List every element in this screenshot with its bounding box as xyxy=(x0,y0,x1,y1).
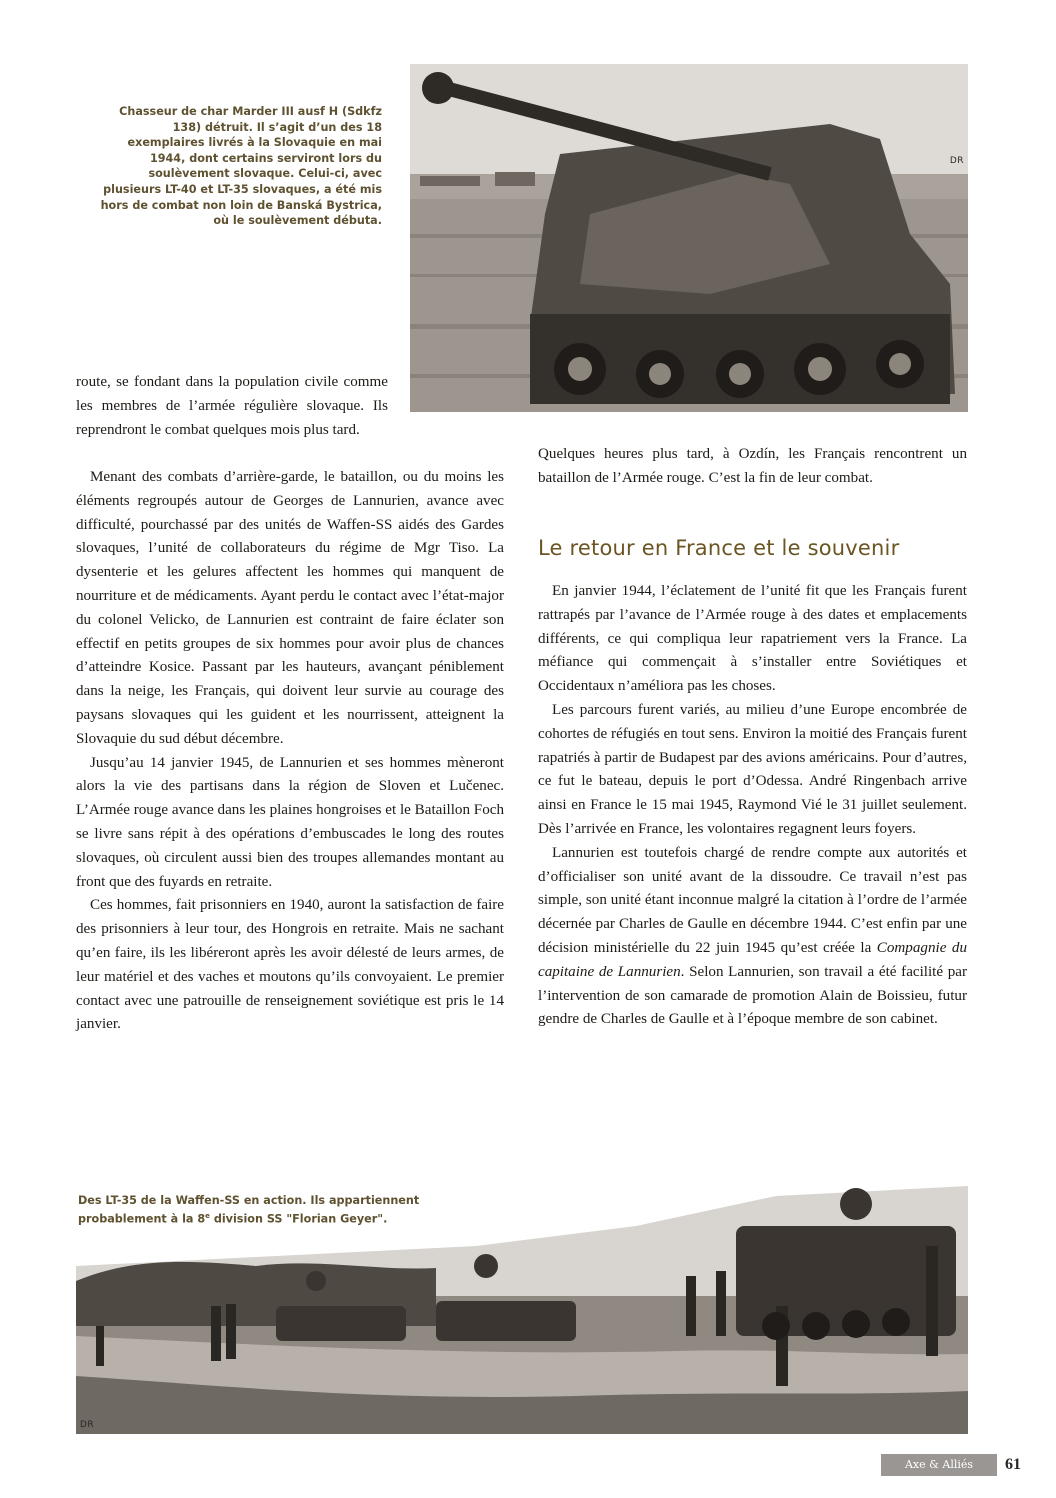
photo-marder-drawing xyxy=(410,64,968,412)
paragraph: Ces hommes, fait prisonniers en 1940, auront la satisfaction de faire des prisonniers à leur tour, des Hongrois en retraite. Mais ne sachant qu’en faire, ils les libéreront après les avoir délesté de leurs armes, de leur matériel et des vaches et moutons qu’ils convoyaient. Le premier contact avec une patrouille de renseignement soviétique est pris le 14 janvier. xyxy=(76,897,504,1033)
paragraph: En janvier 1944, l’éclatement de l’unité fit que les Français furent rattrapés par l’avance de l’Armée rouge à des dates et emplacements différents, ce qui compliqua leur rapatriement vers la France. La méfiance qui commençait à s’installer entre Soviétiques et Occidentaux n’améliora pas les choses. xyxy=(538,583,967,695)
caption-line: division SS "Florian Geyer". xyxy=(209,1212,388,1226)
text-column-left xyxy=(76,466,504,1037)
paragraph xyxy=(538,842,967,1032)
photo-lt35-drawing xyxy=(76,1186,968,1434)
paragraph: Les parcours furent variés, au milieu d’une Europe encombrée de cohortes de réfugiés en tout sens. Environ la moitié des Français furent rapatriés à partir de Budapest par des avions américains. Pour d’autres, ce fut le bateau, depuis le port d’Odessa. André Ringenbach arrive ainsi en France le 15 mai 1945, Raymond Vié le 31 juillet seulement. Dès l’arrivée en France, les volontaires regagnent leurs foyers. xyxy=(538,701,967,837)
text-column-right xyxy=(538,580,967,1032)
magazine-name: Axe & Alliés xyxy=(881,1454,997,1476)
paragraph-text: . Selon Lannurien, son travail a été facilité par l’intervention de son camarade de promotion Alain de Boissieu, futur gendre de Charles de Gaulle et à l’époque membre de son cabinet. xyxy=(538,963,968,1028)
photo-credit: DR xyxy=(80,1420,95,1430)
unit-name-italic: Compagnie du capitaine de Lannurien xyxy=(538,939,967,980)
paragraph-text: Lannurien est toutefois chargé de rendre compte aux autorités et d’officialiser son unité avant de la dissoudre. Ce travail n’est pas simple, son unité étant inconnue malgré la citation à l’ordre de l’armée décernée par Charles de Gaulle en décembre 1944. C’est enfin par une décision ministérielle du 22 juin 1945 qu’est créée la xyxy=(538,844,967,956)
caption-line: probablement à la 8 xyxy=(78,1212,206,1226)
photo-caption: Chasseur de char Marder III ausf H (Sdkfz 138) détruit. Il s’agit d’un des 18 exemplaires livrés à la Slovaquie en mai 1944, dont certains serviront lors du soulèvement slovaque. Celui-ci, avec plusieurs LT-40 et LT-35 slovaques, a été mis hors de combat non loin de Banská Bystrica, où le soulèvement débuta. xyxy=(100,105,382,228)
photo-credit: DR xyxy=(949,156,964,166)
paragraph: route, se fondant dans la population civile comme les membres de l’armée régulière slovaque. Ils reprendront le combat quelques mois plus tard. xyxy=(76,374,388,438)
paragraph: Menant des combats d’arrière-garde, le bataillon, ou du moins les éléments regroupés autour de Georges de Lannurien, avance avec difficulté, pourchassé par des unités de Waffen-SS aidés des Gardes slovaques, l’unité de collaborateurs du régime de Mgr Tiso. La dysenterie et les gelures affectent les hommes qui manquent de nourriture et de médicaments. Ayant perdu le contact avec l’état-major du colonel Velicko, de Lannurien est contraint de faire éclater son effectif en petits groupes de six hommes pour avoir plus de chances d’atteindre Kosice. Passant par les hauteurs, avançant péniblement dans la neige, les Français, qui doivent leur survie au courage des paysans slovaques qui les guident et les nourrissent, atteignent la Slovaquie du sud début décembre. xyxy=(76,469,504,747)
text-column-left-top xyxy=(76,371,388,442)
text-column-right-top xyxy=(538,443,967,491)
caption-superscript: e xyxy=(205,1211,210,1220)
photo-marder-iii xyxy=(410,64,968,412)
caption-line: Des LT-35 de la Waffen-SS en action. Ils appartiennent xyxy=(78,1194,420,1207)
page-number: 61 xyxy=(1005,1456,1021,1473)
photo-lt35-tanks xyxy=(76,1186,968,1434)
paragraph: Jusqu’au 14 janvier 1945, de Lannurien et ses hommes mèneront alors la vie des partisans dans la région de Sloven et Lučenec. L’Armée rouge avance dans les plaines hongroises et le Bataillon Foch se livre sans répit à des opérations d’embuscades le long des routes slovaques, où circulent aussi bien des troupes allemandes montant au front que des fuyards en retraite. xyxy=(76,754,504,890)
section-heading: Le retour en France et le souvenir xyxy=(538,536,900,560)
paragraph: Quelques heures plus tard, à Ozdín, les Français rencontrent un bataillon de l’Armée rouge. C’est la fin de leur combat. xyxy=(538,446,967,486)
